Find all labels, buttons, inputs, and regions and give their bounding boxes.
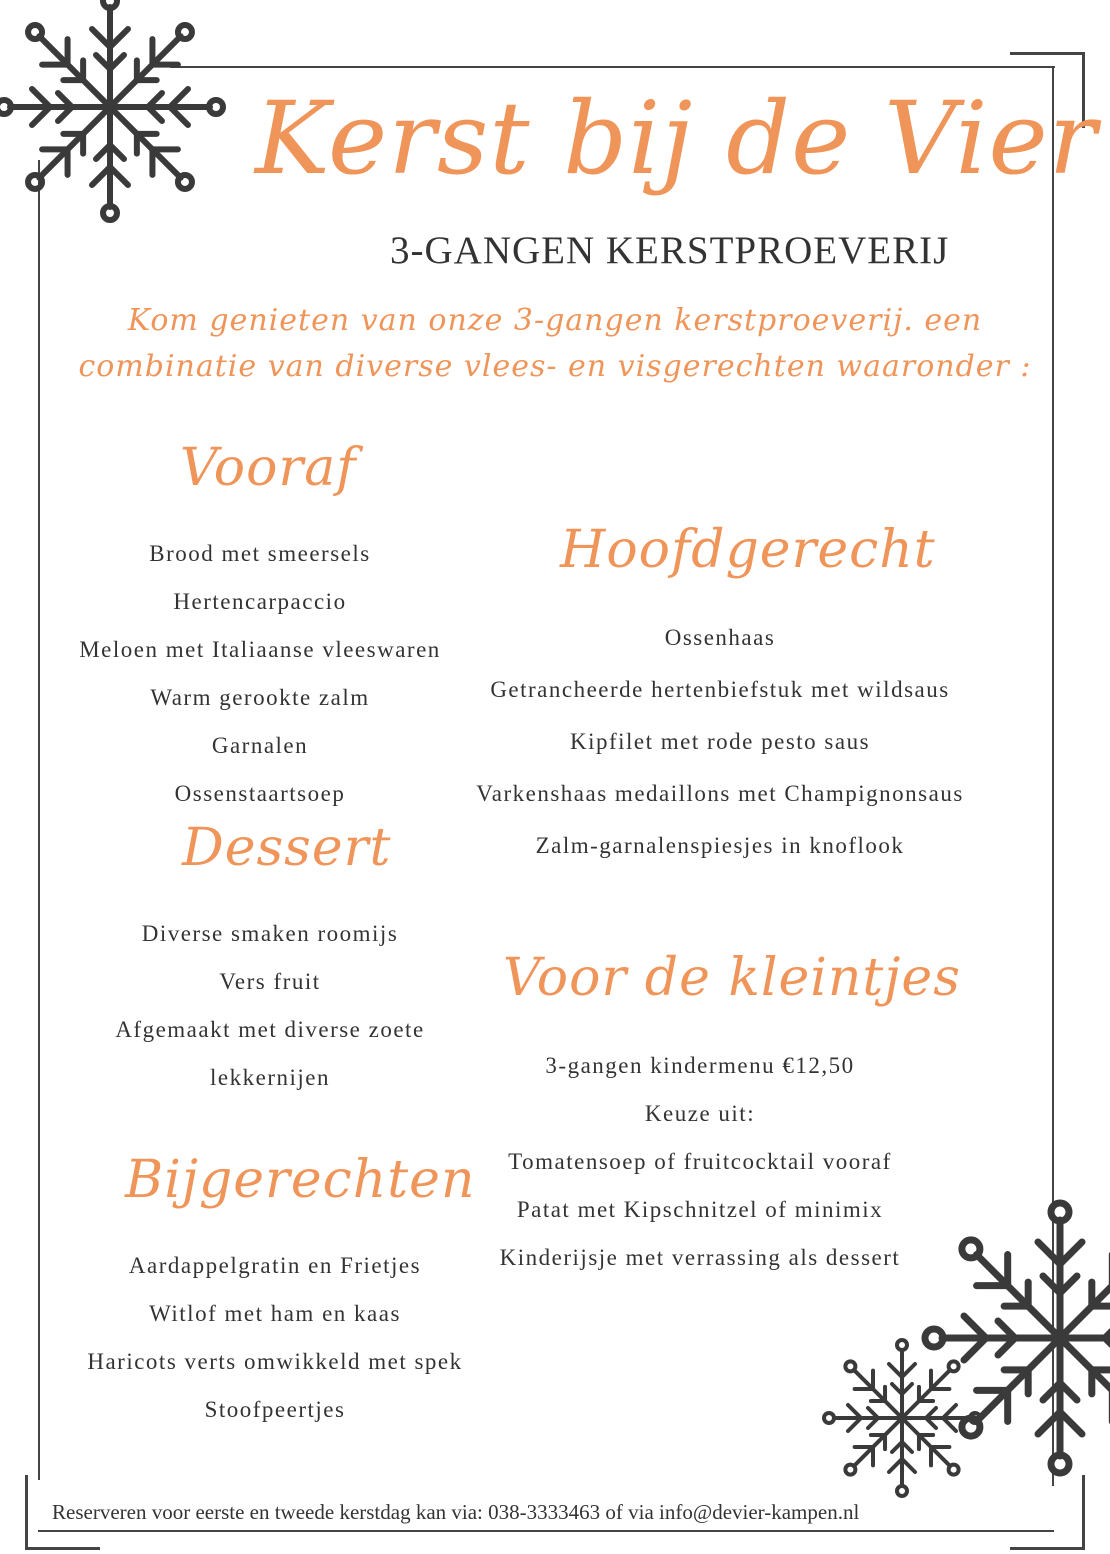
list-item: Brood met smeersels <box>149 541 371 566</box>
list-item: Kinderijsje met verrassing als dessert <box>499 1245 901 1270</box>
corner-bottom-left-h <box>25 1547 100 1550</box>
list-item: Getrancheerde hertenbiefstuk met wildsaus <box>490 677 950 702</box>
list-item: Stoofpeertjes <box>204 1397 346 1422</box>
bijgerechten-list <box>65 1242 485 1434</box>
corner-bottom-right-v <box>1082 1475 1085 1550</box>
list-item: Vers fruit <box>219 969 321 994</box>
corner-bottom-right-h <box>1010 1547 1085 1550</box>
list-item: Afgemaakt met diverse zoete <box>115 1017 425 1042</box>
section-title-bijgerechten: Bijgerechten <box>125 1150 476 1210</box>
page-subtitle: 3-GANGEN KERSTPROEVERIJ <box>390 229 950 272</box>
list-item: lekkernijen <box>210 1065 330 1090</box>
footer-text: Reserveren voor eerste en tweede kerstdag kan via: 038-3333463 of via info@devier-kampen.nl <box>52 1500 860 1524</box>
dessert-list <box>70 910 470 1102</box>
section-title-hoofdgerecht: Hoofdgerecht <box>560 520 936 580</box>
list-item: Tomatensoep of fruitcocktail vooraf <box>508 1149 892 1174</box>
intro-line-1: Kom genieten van onze 3-gangen kerstproeverij. een <box>127 303 983 338</box>
section-title-dessert: Dessert <box>182 818 392 878</box>
list-item: Diverse smaken roomijs <box>141 921 399 946</box>
kleintjes-list <box>470 1042 930 1282</box>
list-item: Warm gerookte zalm <box>150 685 370 710</box>
snowflake-icon <box>822 1338 982 1498</box>
snowflake-icon <box>0 0 225 222</box>
list-item: Zalm-garnalenspiesjes in knoflook <box>535 833 905 858</box>
frame-bottom-line <box>38 1530 1054 1532</box>
list-item: Keuze uit: <box>644 1101 756 1126</box>
intro-text <box>40 298 1070 390</box>
list-item: Hertencarpaccio <box>173 589 347 614</box>
list-item: Haricots verts omwikkeld met spek <box>87 1349 463 1374</box>
list-item: Garnalen <box>211 733 309 758</box>
corner-top-right-h <box>1010 52 1085 55</box>
section-title-vooraf: Vooraf <box>180 438 357 498</box>
list-item: Aardappelgratin en Frietjes <box>128 1253 422 1278</box>
list-item: Varkenshaas medaillons met Champignonsaus <box>476 781 964 806</box>
page-title: Kerst bij de Vier <box>255 80 1098 197</box>
list-item: Ossenstaartsoep <box>174 781 346 806</box>
list-item: Patat met Kipschnitzel of minimix <box>516 1197 884 1222</box>
hoofdgerecht-list <box>425 612 1015 872</box>
list-item: Witlof met ham en kaas <box>149 1301 401 1326</box>
list-item: Meloen met Italiaanse vleeswaren <box>79 637 441 662</box>
list-item: 3-gangen kindermenu €12,50 <box>545 1053 855 1078</box>
list-item: Kipfilet met rode pesto saus <box>569 729 871 754</box>
section-title-kleintjes: Voor de kleintjes <box>503 948 961 1008</box>
corner-bottom-left-v <box>25 1475 28 1550</box>
vooraf-list <box>60 530 460 818</box>
frame-top-line <box>170 66 1055 68</box>
list-item: Ossenhaas <box>664 625 776 650</box>
intro-line-2: combinatie van diverse vlees- en visgerechten waaronder : <box>78 349 1032 384</box>
